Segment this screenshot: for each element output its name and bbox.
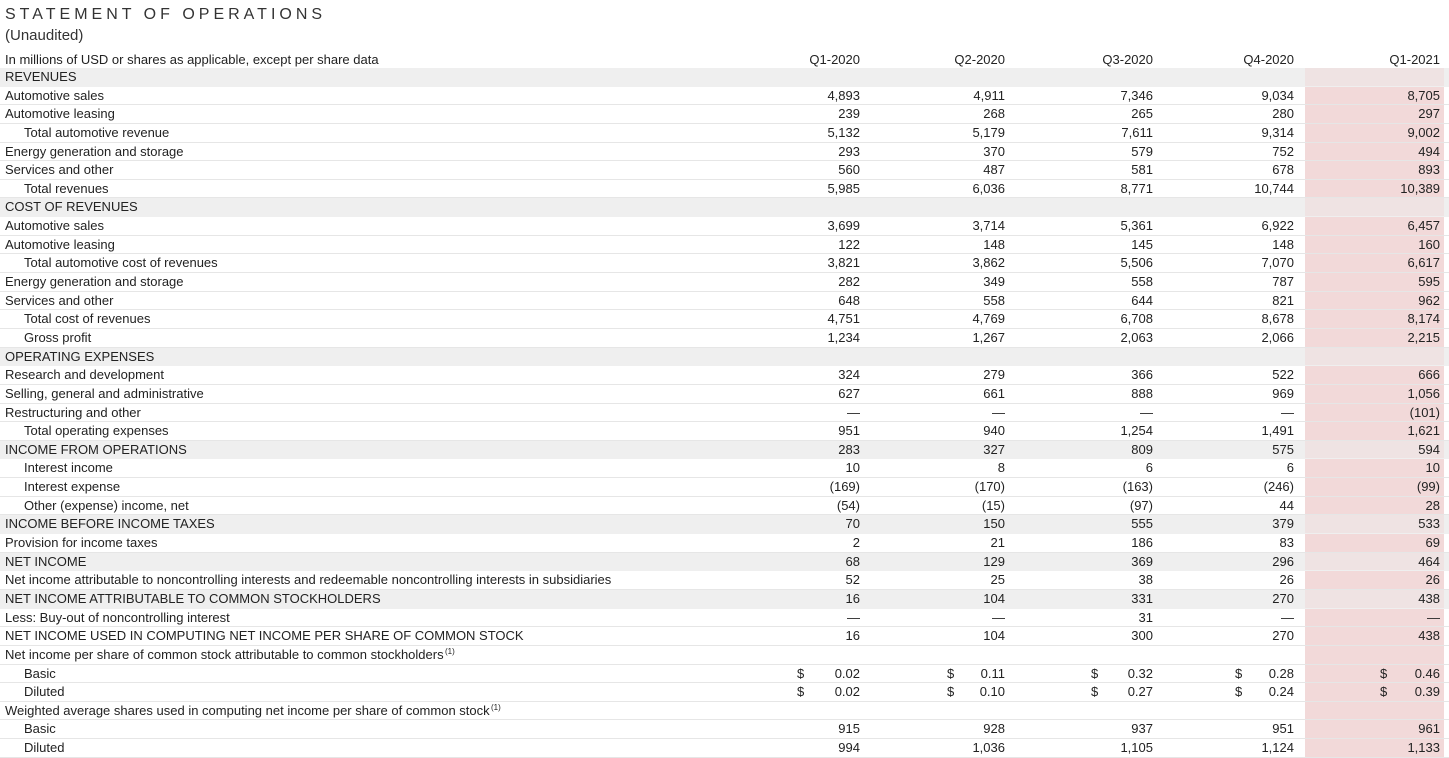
cell-q4-2020: 8,678	[1261, 311, 1294, 327]
q1-2021-highlight	[1305, 702, 1444, 720]
row-label: Selling, general and administrative	[5, 385, 204, 401]
cell-q2-2020: 268	[983, 106, 1005, 122]
cell-q1-2021: 595	[1418, 274, 1440, 290]
cell-q1-2021: 0.46	[1414, 665, 1440, 681]
row-label: Net income per share of common stock attributable to common stockholders	[5, 646, 444, 662]
row-label: Services and other	[5, 162, 114, 178]
cell-q1-2021: 666	[1418, 367, 1440, 383]
cell-q2-2020: 25	[990, 572, 1005, 588]
cell-q3-2020: 555	[1131, 516, 1153, 532]
cell-q3-2020: 581	[1131, 162, 1153, 178]
row-label: Restructuring and other	[5, 404, 141, 420]
cell-q2-2020: —	[992, 609, 1005, 625]
cell-q3-2020: 937	[1131, 721, 1153, 737]
cell-q2-2020: 349	[983, 274, 1005, 290]
cell-q4-2020: 148	[1272, 236, 1294, 252]
cell-q3-2020: 888	[1131, 385, 1153, 401]
cell-q4-2020: 280	[1272, 106, 1294, 122]
cell-q1-2020: 0.02	[834, 665, 860, 681]
table-header	[0, 50, 1449, 68]
table-row	[0, 702, 1449, 721]
table-row	[0, 143, 1449, 162]
cell-q2-2020: 487	[983, 162, 1005, 178]
q1-2021-highlight	[1305, 571, 1444, 589]
cell-q4-2020: 83	[1279, 535, 1294, 551]
cell-q1-2020: 282	[838, 274, 860, 290]
column-header-q2-2020: Q2-2020	[954, 52, 1005, 67]
table-row	[0, 292, 1449, 311]
cell-q1-2020: 1,234	[827, 329, 860, 345]
cell-q1-2020: 324	[838, 367, 860, 383]
cell-q4-2020: 575	[1272, 441, 1294, 457]
table-row	[0, 180, 1449, 199]
cell-q2-2020: 104	[983, 628, 1005, 644]
cell-q1-2021: 6,617	[1407, 255, 1440, 271]
cell-q2-2020: 1,267	[972, 329, 1005, 345]
cell-q1-2020: 648	[838, 292, 860, 308]
dollar-sign: $	[1380, 665, 1388, 681]
cell-q1-2020: (54)	[836, 497, 860, 513]
cell-q3-2020: (163)	[1122, 479, 1153, 495]
cell-q3-2020: 186	[1131, 535, 1153, 551]
cell-q1-2020: 5,132	[827, 124, 860, 140]
cell-q1-2021: 1,133	[1407, 740, 1440, 756]
cell-q4-2020: 0.28	[1268, 665, 1294, 681]
cell-q1-2020: 10	[845, 460, 860, 476]
cell-q2-2020: 3,862	[972, 255, 1005, 271]
dollar-sign: $	[947, 665, 955, 681]
table-row	[0, 646, 1449, 665]
q1-2021-highlight	[1305, 534, 1444, 552]
cell-q3-2020: 366	[1131, 367, 1153, 383]
row-label: Automotive sales	[5, 218, 104, 234]
row-label: Total automotive revenue	[24, 124, 170, 140]
cell-q3-2020: 5,506	[1120, 255, 1153, 271]
statement-table	[0, 68, 1449, 758]
table-row	[0, 534, 1449, 553]
cell-q3-2020: 644	[1131, 292, 1153, 308]
table-row	[0, 515, 1449, 534]
footnote-marker: (1)	[445, 646, 455, 656]
cell-q4-2020: 9,314	[1261, 124, 1294, 140]
row-label: REVENUES	[5, 69, 77, 84]
cell-q4-2020: 6	[1286, 460, 1294, 476]
cell-q1-2020: 915	[838, 721, 860, 737]
cell-q3-2020: 369	[1131, 553, 1153, 569]
dollar-sign: $	[947, 684, 955, 700]
cell-q1-2021: 962	[1418, 292, 1440, 308]
cell-q1-2021: 10	[1425, 460, 1440, 476]
table-row	[0, 348, 1449, 367]
statement-subtitle: (Unaudited)	[5, 27, 84, 44]
column-header-q4-2020: Q4-2020	[1243, 52, 1294, 67]
row-label: OPERATING EXPENSES	[5, 348, 155, 364]
dollar-sign: $	[1091, 665, 1099, 681]
cell-q2-2020: 8	[997, 460, 1005, 476]
row-label: COST OF REVENUES	[5, 199, 138, 215]
cell-q2-2020: 129	[983, 553, 1005, 569]
table-row	[0, 553, 1449, 572]
table-row	[0, 254, 1449, 273]
cell-q1-2021: (99)	[1416, 479, 1440, 495]
cell-q2-2020: 661	[983, 385, 1005, 401]
row-label: Diluted	[24, 740, 65, 756]
column-header-q1-2021: Q1-2021	[1389, 52, 1440, 67]
row-label: Gross profit	[24, 329, 92, 345]
cell-q2-2020: 940	[983, 423, 1005, 439]
table-row	[0, 329, 1449, 348]
cell-q1-2021: 533	[1418, 516, 1440, 532]
column-header-q1-2020: Q1-2020	[809, 52, 860, 67]
cell-q3-2020: 38	[1138, 572, 1153, 588]
column-header-q3-2020: Q3-2020	[1102, 52, 1153, 67]
cell-q1-2021: 464	[1418, 553, 1440, 569]
cell-q2-2020: 6,036	[972, 180, 1005, 196]
cell-q1-2021: 438	[1418, 590, 1440, 606]
cell-q3-2020: 558	[1131, 274, 1153, 290]
cell-q1-2021: 594	[1418, 441, 1440, 457]
cell-q3-2020: 1,105	[1120, 740, 1153, 756]
row-label: NET INCOME	[5, 553, 87, 569]
cell-q4-2020: 1,124	[1261, 740, 1294, 756]
cell-q1-2020: 293	[838, 143, 860, 159]
q1-2021-highlight	[1305, 459, 1444, 477]
cell-q2-2020: 150	[983, 516, 1005, 532]
row-label: Automotive leasing	[5, 106, 115, 122]
cell-q2-2020: 0.10	[979, 684, 1005, 700]
cell-q1-2021: 8,174	[1407, 311, 1440, 327]
cell-q1-2021: 8,705	[1407, 87, 1440, 103]
cell-q1-2021: 69	[1425, 535, 1440, 551]
table-row	[0, 665, 1449, 684]
cell-q4-2020: (246)	[1263, 479, 1294, 495]
cell-q3-2020: 8,771	[1120, 180, 1153, 196]
cell-q1-2021: 1,621	[1407, 423, 1440, 439]
table-row	[0, 310, 1449, 329]
table-row	[0, 497, 1449, 516]
cell-q1-2020: 951	[838, 423, 860, 439]
q1-2021-highlight	[1305, 348, 1444, 366]
cell-q1-2021: 28	[1425, 497, 1440, 513]
row-label: Weighted average shares used in computing net income per share of common stock	[5, 702, 490, 718]
table-row	[0, 441, 1449, 460]
row-label: Services and other	[5, 292, 114, 308]
cell-q1-2020: 5,985	[827, 180, 860, 196]
cell-q3-2020: 6,708	[1120, 311, 1153, 327]
cell-q4-2020: 379	[1272, 516, 1294, 532]
cell-q2-2020: (170)	[974, 479, 1005, 495]
cell-q4-2020: 6,922	[1261, 218, 1294, 234]
cell-q2-2020: 370	[983, 143, 1005, 159]
table-row	[0, 198, 1449, 217]
cell-q2-2020: 1,036	[972, 740, 1005, 756]
row-label: Other (expense) income, net	[24, 497, 189, 513]
cell-q3-2020: 5,361	[1120, 218, 1153, 234]
cell-q2-2020: 928	[983, 721, 1005, 737]
row-label: Interest income	[24, 460, 113, 476]
table-row	[0, 627, 1449, 646]
q1-2021-highlight	[1305, 497, 1444, 515]
table-row	[0, 571, 1449, 590]
cell-q3-2020: 31	[1138, 609, 1153, 625]
row-label: Total operating expenses	[24, 423, 169, 439]
cell-q2-2020: 5,179	[972, 124, 1005, 140]
cell-q1-2020: (169)	[829, 479, 860, 495]
dollar-sign: $	[1091, 684, 1099, 700]
row-label: Total cost of revenues	[24, 311, 151, 327]
table-row	[0, 87, 1449, 106]
cell-q3-2020: (97)	[1129, 497, 1153, 513]
cell-q2-2020: 104	[983, 590, 1005, 606]
table-row	[0, 739, 1449, 758]
cell-q1-2021: 2,215	[1407, 329, 1440, 345]
q1-2021-highlight	[1305, 198, 1444, 216]
table-row	[0, 273, 1449, 292]
row-label: Diluted	[24, 684, 65, 700]
cell-q2-2020: 4,769	[972, 311, 1005, 327]
cell-q3-2020: 0.32	[1127, 665, 1153, 681]
cell-q1-2021: 26	[1425, 572, 1440, 588]
cell-q1-2021: 297	[1418, 106, 1440, 122]
cell-q4-2020: 0.24	[1268, 684, 1294, 700]
row-label: Less: Buy-out of noncontrolling interest	[5, 609, 230, 625]
cell-q1-2021: 10,389	[1400, 180, 1440, 196]
cell-q4-2020: —	[1281, 404, 1294, 420]
cell-q3-2020: 265	[1131, 106, 1153, 122]
cell-q3-2020: 579	[1131, 143, 1153, 159]
row-label: Research and development	[5, 367, 164, 383]
table-row	[0, 720, 1449, 739]
cell-q2-2020: 21	[990, 535, 1005, 551]
cell-q1-2020: 70	[845, 516, 860, 532]
cell-q1-2020: 4,893	[827, 87, 860, 103]
table-row	[0, 683, 1449, 702]
table-row	[0, 422, 1449, 441]
cell-q2-2020: 327	[983, 441, 1005, 457]
dollar-sign: $	[797, 684, 805, 700]
row-label: Automotive sales	[5, 87, 104, 103]
cell-q2-2020: 3,714	[972, 218, 1005, 234]
table-row	[0, 590, 1449, 609]
cell-q4-2020: 821	[1272, 292, 1294, 308]
cell-q1-2020: 560	[838, 162, 860, 178]
table-row	[0, 105, 1449, 124]
cell-q1-2020: 627	[838, 385, 860, 401]
cell-q2-2020: (15)	[981, 497, 1005, 513]
dollar-sign: $	[1380, 684, 1388, 700]
cell-q1-2021: 160	[1418, 236, 1440, 252]
table-row	[0, 459, 1449, 478]
dollar-sign: $	[797, 665, 805, 681]
cell-q3-2020: 6	[1145, 460, 1153, 476]
row-label: Provision for income taxes	[5, 535, 158, 551]
cell-q1-2020: 52	[845, 572, 860, 588]
cell-q1-2021: 6,457	[1407, 218, 1440, 234]
footnote-marker: (1)	[491, 702, 501, 712]
table-row	[0, 366, 1449, 385]
row-label: Total revenues	[24, 180, 109, 196]
header-label: In millions of USD or shares as applicable, except per share data	[5, 52, 379, 67]
row-label: INCOME BEFORE INCOME TAXES	[5, 516, 215, 532]
cell-q3-2020: 0.27	[1127, 684, 1153, 700]
cell-q3-2020: 7,346	[1120, 87, 1153, 103]
row-label: Energy generation and storage	[5, 143, 184, 159]
row-label: Total automotive cost of revenues	[24, 255, 218, 271]
cell-q4-2020: 26	[1279, 572, 1294, 588]
cell-q3-2020: 1,254	[1120, 423, 1153, 439]
q1-2021-highlight	[1305, 609, 1444, 627]
row-label: Net income attributable to noncontrolling interests and redeemable noncontrolling interests in subsidiaries	[5, 572, 612, 588]
cell-q4-2020: 2,066	[1261, 329, 1294, 345]
cell-q1-2020: 239	[838, 106, 860, 122]
row-label: Basic	[24, 721, 56, 737]
cell-q1-2020: 2	[852, 535, 860, 551]
cell-q4-2020: 270	[1272, 590, 1294, 606]
row-label: NET INCOME ATTRIBUTABLE TO COMMON STOCKHOLDERS	[5, 590, 381, 606]
cell-q1-2020: 283	[838, 441, 860, 457]
cell-q1-2021: —	[1427, 609, 1440, 625]
cell-q1-2020: 3,699	[827, 218, 860, 234]
table-row	[0, 68, 1449, 87]
cell-q4-2020: 787	[1272, 274, 1294, 290]
table-row	[0, 124, 1449, 143]
cell-q1-2021: 1,056	[1407, 385, 1440, 401]
cell-q2-2020: 148	[983, 236, 1005, 252]
table-row	[0, 478, 1449, 497]
row-label: INCOME FROM OPERATIONS	[5, 441, 187, 457]
cell-q4-2020: 969	[1272, 385, 1294, 401]
cell-q4-2020: 270	[1272, 628, 1294, 644]
cell-q1-2021: 893	[1418, 162, 1440, 178]
cell-q1-2020: 16	[845, 590, 860, 606]
cell-q3-2020: 809	[1131, 441, 1153, 457]
cell-q4-2020: 296	[1272, 553, 1294, 569]
row-label: Energy generation and storage	[5, 274, 184, 290]
cell-q2-2020: 558	[983, 292, 1005, 308]
cell-q1-2021: 961	[1418, 721, 1440, 737]
cell-q1-2021: 438	[1418, 628, 1440, 644]
cell-q4-2020: 522	[1272, 367, 1294, 383]
cell-q1-2020: 68	[845, 553, 860, 569]
cell-q1-2020: 994	[838, 740, 860, 756]
row-label: Basic	[24, 665, 56, 681]
table-row	[0, 385, 1449, 404]
cell-q3-2020: —	[1140, 404, 1153, 420]
row-label: Interest expense	[24, 479, 121, 495]
table-row	[0, 236, 1449, 255]
row-label: Automotive leasing	[5, 236, 115, 252]
q1-2021-highlight	[1305, 646, 1444, 664]
cell-q4-2020: 10,744	[1254, 180, 1294, 196]
cell-q2-2020: 4,911	[973, 87, 1005, 103]
table-row	[0, 161, 1449, 180]
cell-q3-2020: 300	[1131, 628, 1153, 644]
dollar-sign: $	[1235, 684, 1243, 700]
cell-q1-2020: 4,751	[827, 311, 860, 327]
cell-q1-2020: 0.02	[834, 684, 860, 700]
q1-2021-highlight	[1305, 68, 1444, 86]
cell-q4-2020: 951	[1272, 721, 1294, 737]
row-label: NET INCOME USED IN COMPUTING NET INCOME PER SHARE OF COMMON STOCK	[5, 628, 524, 644]
cell-q4-2020: 7,070	[1261, 255, 1294, 271]
cell-q1-2021: 9,002	[1407, 124, 1440, 140]
cell-q1-2020: —	[847, 404, 860, 420]
cell-q2-2020: 0.11	[980, 665, 1005, 681]
cell-q3-2020: 2,063	[1120, 329, 1153, 345]
cell-q4-2020: 1,491	[1261, 423, 1294, 439]
cell-q2-2020: 279	[983, 367, 1005, 383]
dollar-sign: $	[1235, 665, 1243, 681]
cell-q1-2020: —	[847, 609, 860, 625]
cell-q1-2020: 122	[838, 236, 860, 252]
cell-q4-2020: 9,034	[1261, 87, 1294, 103]
cell-q1-2021: 0.39	[1414, 684, 1440, 700]
cell-q3-2020: 7,611	[1121, 124, 1153, 140]
cell-q1-2020: 3,821	[827, 255, 860, 271]
cell-q1-2021: (101)	[1409, 404, 1440, 420]
table-row	[0, 217, 1449, 236]
cell-q4-2020: 678	[1272, 162, 1294, 178]
cell-q4-2020: 752	[1272, 143, 1294, 159]
cell-q1-2021: 494	[1418, 143, 1440, 159]
cell-q1-2020: 16	[845, 628, 860, 644]
cell-q4-2020: 44	[1279, 497, 1294, 513]
cell-q2-2020: —	[992, 404, 1005, 420]
cell-q3-2020: 331	[1131, 590, 1153, 606]
cell-q3-2020: 145	[1131, 236, 1153, 252]
cell-q4-2020: —	[1281, 609, 1294, 625]
table-row	[0, 404, 1449, 423]
table-row	[0, 609, 1449, 628]
statement-title: STATEMENT OF OPERATIONS	[5, 6, 327, 23]
